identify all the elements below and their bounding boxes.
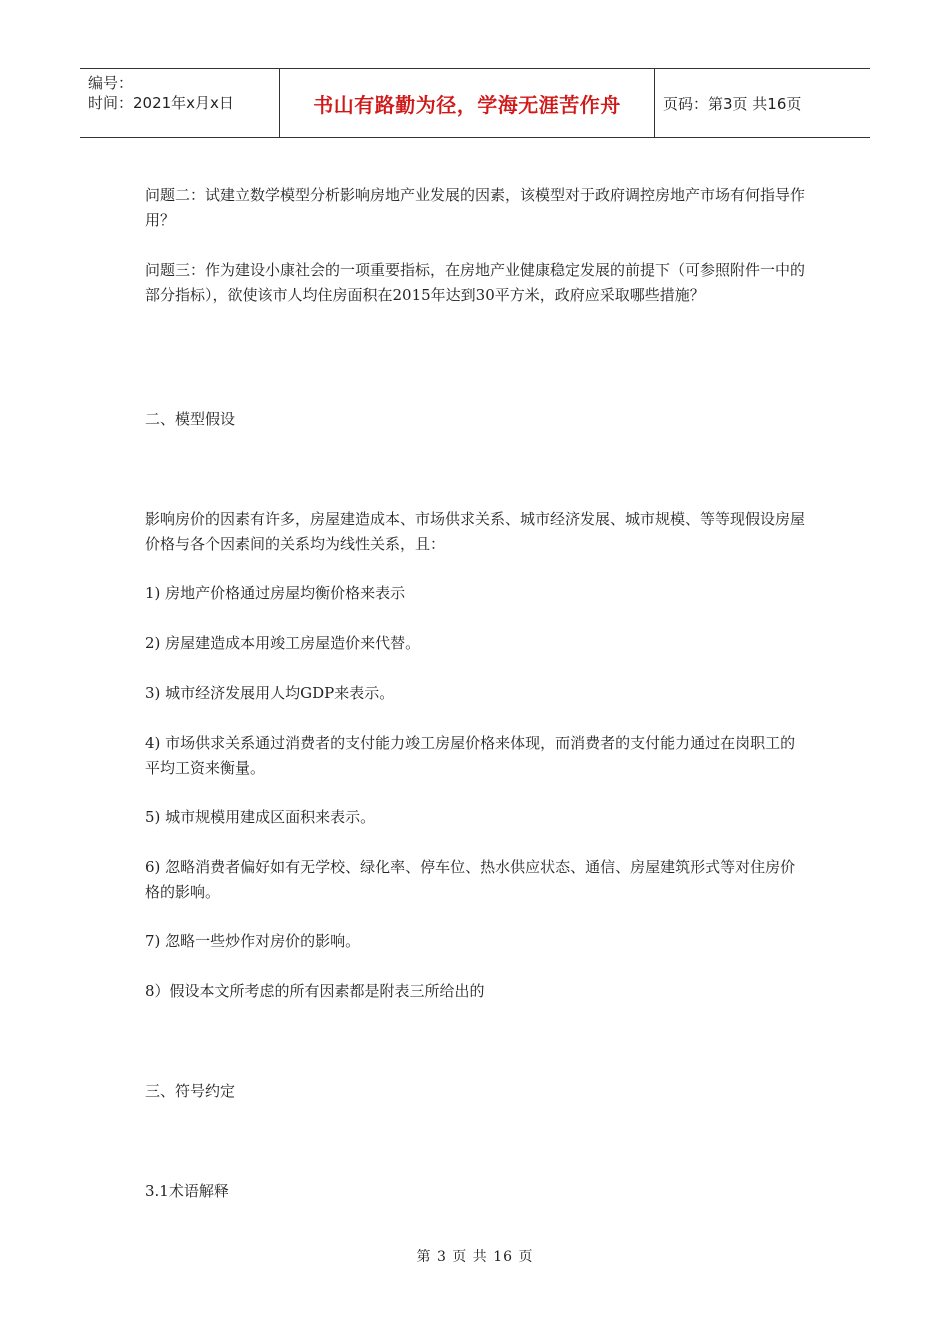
header-meta (80, 69, 280, 137)
page-header (80, 68, 870, 138)
header-motto: 书山有路勤为径，学海无涯苦作舟 (313, 92, 621, 117)
section-heading-notation: 三、符号约定 (145, 1082, 236, 1100)
assumption-item: 5) 城市规模用建成区面积来表示。 (145, 808, 376, 826)
assumption-item: 4) 市场供求关系通过消费者的支付能力竣工房屋价格来体现，而消费者的支付能力通过在岗职工的平均工资来衡量。 (145, 734, 796, 777)
document-date-label: 时间：2021年x月x日 (88, 94, 234, 112)
assumption-item: 8）假设本文所考虑的所有因素都是附表三所给出的 (145, 982, 485, 1000)
page-footer: 第 3 页 共 16 页 (416, 1249, 534, 1265)
assumption-item: 7) 忽略一些炒作对房价的影响。 (145, 932, 361, 950)
question-three: 问题三：作为建设小康社会的一项重要指标，在房地产业健康稳定发展的前提下（可参照附件一中的部分指标），欲使该市人均住房面积在2015年达到30平方米，政府应采取哪些措施？ (145, 261, 806, 304)
question-two: 问题二：试建立数学模型分析影响房地产业发展的因素，该模型对于政府调控房地产市场有何指导作用？ (145, 186, 806, 229)
assumptions-intro: 影响房价的因素有许多，房屋建造成本、市场供求关系、城市经济发展、城市规模、等等现假设房屋价格与各个因素间的关系均为线性关系，且： (145, 510, 806, 553)
assumption-item: 2) 房屋建造成本用竣工房屋造价来代替。 (145, 634, 421, 652)
subsection-heading-terms: 3.1术语解释 (145, 1182, 229, 1200)
assumption-item: 6) 忽略消费者偏好如有无学校、绿化率、停车位、热水供应状态、通信、房屋建筑形式等对住房价格的影响。 (145, 858, 796, 901)
assumption-item: 3) 城市经济发展用人均GDP来表示。 (145, 684, 395, 702)
header-motto-cell (280, 69, 655, 137)
header-page-label: 页码：第3页 共16页 (663, 94, 802, 113)
section-heading-assumptions: 二、模型假设 (145, 410, 236, 428)
header-page-cell (655, 69, 870, 137)
assumption-item: 1) 房地产价格通过房屋均衡价格来表示 (145, 584, 406, 602)
document-number-label: 编号： (88, 74, 134, 92)
